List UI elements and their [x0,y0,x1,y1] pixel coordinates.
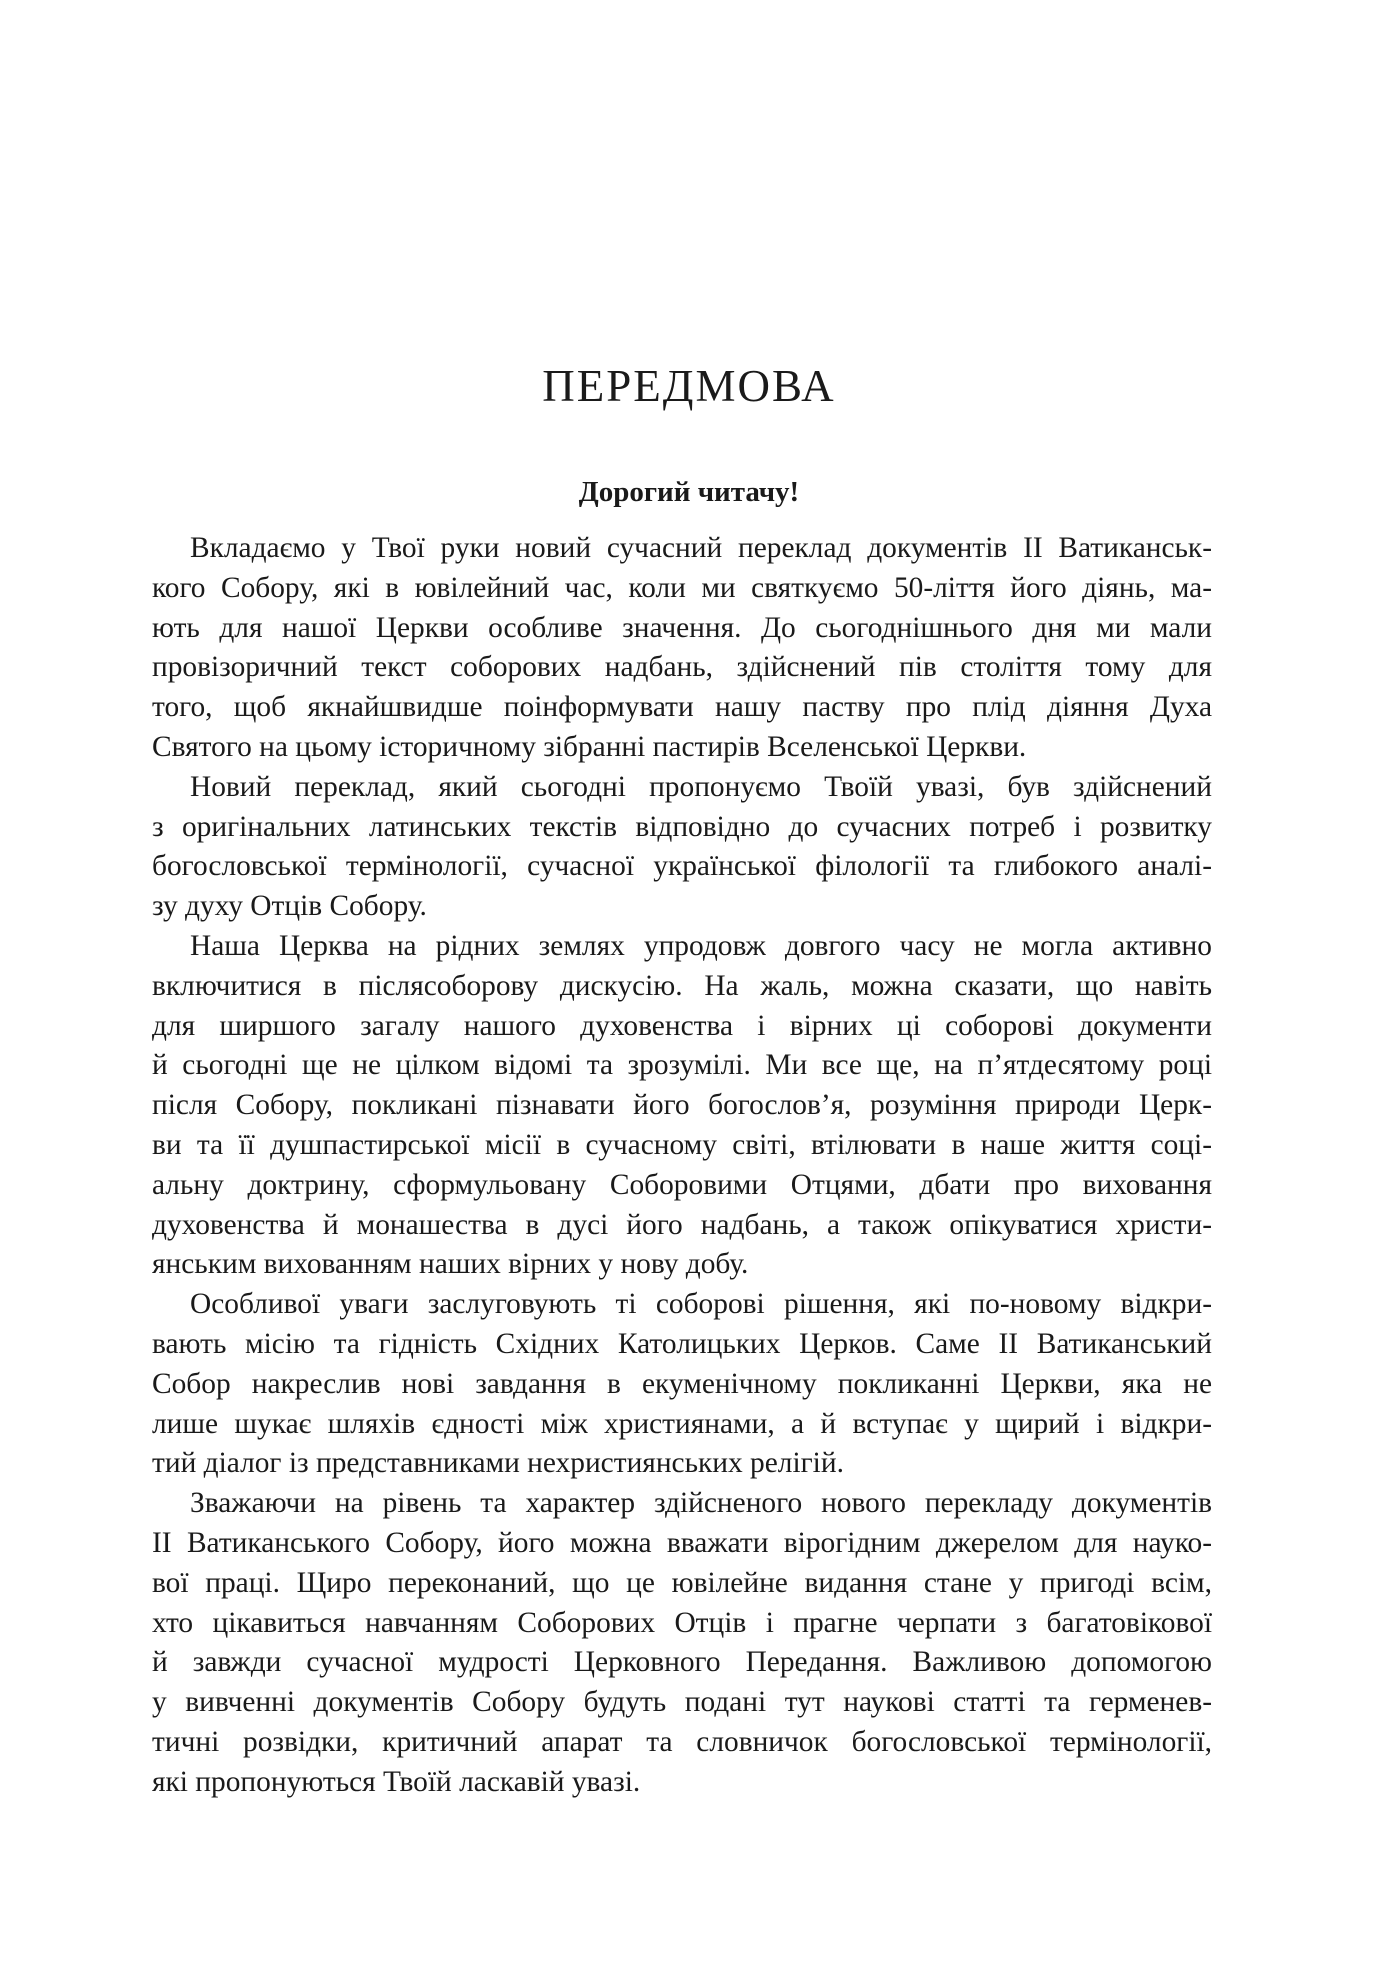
text-line: Вкладаємо у Твої руки новий сучасний переклад документів II Ватиканськ- [190,532,1212,564]
paragraph-1 [152,529,1212,768]
text-line: альну доктрину, сформульовану Соборовими Отцями, дбати про виховання [152,1168,1212,1201]
paragraph-2 [152,768,1212,927]
text-line: Новий переклад, який сьогодні пропонуємо Твоїй увазі, був здійснений [190,770,1212,803]
text-line: духовенства й монашества в дусі його надбань, а також опікуватися христи- [152,1208,1212,1241]
text-line: провізоричний текст соборових надбань, здійснений пів століття тому для [152,651,1212,684]
text-line: кого Собору, які в ювілейний час, коли ми святкуємо 50-ліття його діянь, ма- [152,571,1212,604]
text-line: II Ватиканського Собору, його можна вважати вірогідним джерелом для науко- [152,1526,1212,1559]
text-line: які пропонуються Твоїй ласкавій увазі. [152,1765,641,1798]
text-line: лише шукає шляхів єдності між християнами, а й вступає у щирий і відкри- [152,1407,1212,1440]
body-text [152,529,1212,1803]
text-line: Особливої уваги заслуговують ті соборові рішення, які по-новому відкри- [190,1288,1212,1321]
text-line: хто цікавиться навчанням Соборових Отців і прагне черпати з багатовікової [152,1606,1212,1639]
text-line: того, щоб якнайшвидше поінформувати нашу паству про плід діяння Духа [152,691,1212,724]
text-line: вають місію та гідність Східних Католицьких Церков. Саме II Ватиканський [152,1327,1212,1360]
text-line: після Собору, покликані пізнавати його богослов’я, розуміння природи Церк- [152,1089,1212,1122]
page-title: ПЕРЕДМОВА [542,361,836,411]
text-line: Святого на цьому історичному зібранні пастирів Вселенської Церкви. [152,730,1027,763]
text-line: богословської термінології, сучасної української філології та глибокого аналі- [152,850,1212,883]
text-line: Наша Церква на рідних землях упродовж довгого часу не могла активно [190,929,1212,962]
text-line: Собор накреслив нові завдання в екуменічному покликанні Церкви, яка не [152,1367,1212,1400]
text-line: й завжди сучасної мудрості Церковного Передання. Важливою допомогою [152,1646,1212,1679]
text-line: й сьогодні ще не цілком відомі та зрозумілі. Ми все ще, на п’ятдесятому році [152,1049,1212,1082]
paragraph-5 [152,1484,1212,1802]
text-line: з оригінальних латинських текстів відповідно до сучасних потреб і розвитку [152,810,1212,843]
text-line: янським вихованням наших вірних у нову добу. [152,1248,749,1281]
text-line: Зважаючи на рівень та характер здійсненого нового перекладу документів [190,1487,1212,1520]
text-line: включитися в післясоборову дискусію. На жаль, можна сказати, що навіть [152,969,1212,1002]
text-line: ють для нашої Церкви особливе значення. До сьогоднішнього дня ми мали [152,611,1212,644]
text-line: зу духу Отців Собору. [152,890,427,923]
text-line: тий діалог із представниками нехристиянських релігій. [152,1447,844,1480]
greeting-heading: Дорогий читачу! [578,476,800,508]
text-line: у вивченні документів Собору будуть подані тут наукові статті та герменев- [152,1686,1212,1719]
paragraph-4 [152,1285,1212,1484]
text-line: для ширшого загалу нашого духовенства і вірних ці соборові документи [152,1009,1212,1042]
text-line: вої праці. Щиро переконаний, що це ювілейне видання стане у пригоді всім, [152,1566,1212,1599]
text-line: ви та її душпастирської місії в сучасному світі, втілювати в наше життя соці- [152,1128,1212,1161]
text-line: тичні розвідки, критичний апарат та словничок богословської термінології, [152,1725,1212,1758]
paragraph-3 [152,927,1212,1285]
